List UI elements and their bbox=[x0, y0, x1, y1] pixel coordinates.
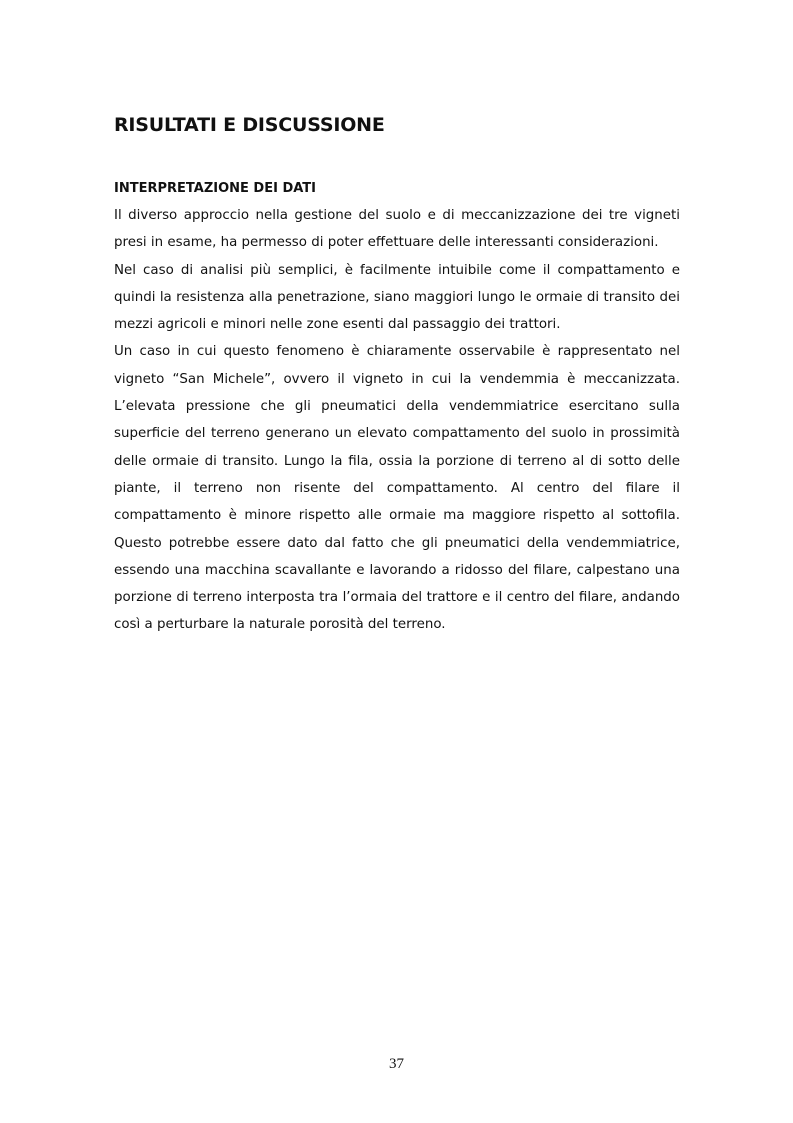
paragraph-san-michele: Un caso in cui questo fenomeno è chiaramente osservabile è rappresentato nel vigneto “San Michele”, ovvero il vigneto in cui la vendemmia è meccanizzata. L’elevata pressione che gli pneumatici della vendemmiatrice esercitano sulla superficie del terreno generano un elevato compattamento del suolo in prossimità delle ormaie di transito. Lungo la fila, ossia la porzione di terreno al di sotto delle piante, il terreno non risente del compattamento. Al centro del filare il compattamento è minore rispetto alle ormaie ma maggiore rispetto al sottofila. Questo potrebbe essere dato dal fatto che gli pneumatici della vendemmiatrice, essendo una macchina scavallante e lavorando a ridosso del filare, calpestano una porzione di terreno interposta tra l’ormaia del trattore e il centro del filare, andando così a perturbare la naturale porosità del terreno. bbox=[114, 344, 680, 633]
section-title: INTERPRETAZIONE DEI DATI bbox=[114, 181, 316, 196]
page-number: 37 bbox=[389, 1056, 404, 1072]
paragraph-intro: Il diverso approccio nella gestione del suolo e di meccanizzazione dei tre vigneti presi in esame, ha permesso di poter effettuare delle interessanti considerazioni. bbox=[114, 208, 680, 251]
section-interpretazione bbox=[114, 179, 680, 639]
chapter-title: RISULTATI E DISCUSSIONE bbox=[114, 114, 385, 136]
paragraph-analysis: Nel caso di analisi più semplici, è facilmente intuibile come il compattamento e quindi la resistenza alla penetrazione, siano maggiori lungo le ormaie di transito dei mezzi agricoli e minori nelle zone esenti dal passaggio dei trattori. bbox=[114, 262, 680, 333]
